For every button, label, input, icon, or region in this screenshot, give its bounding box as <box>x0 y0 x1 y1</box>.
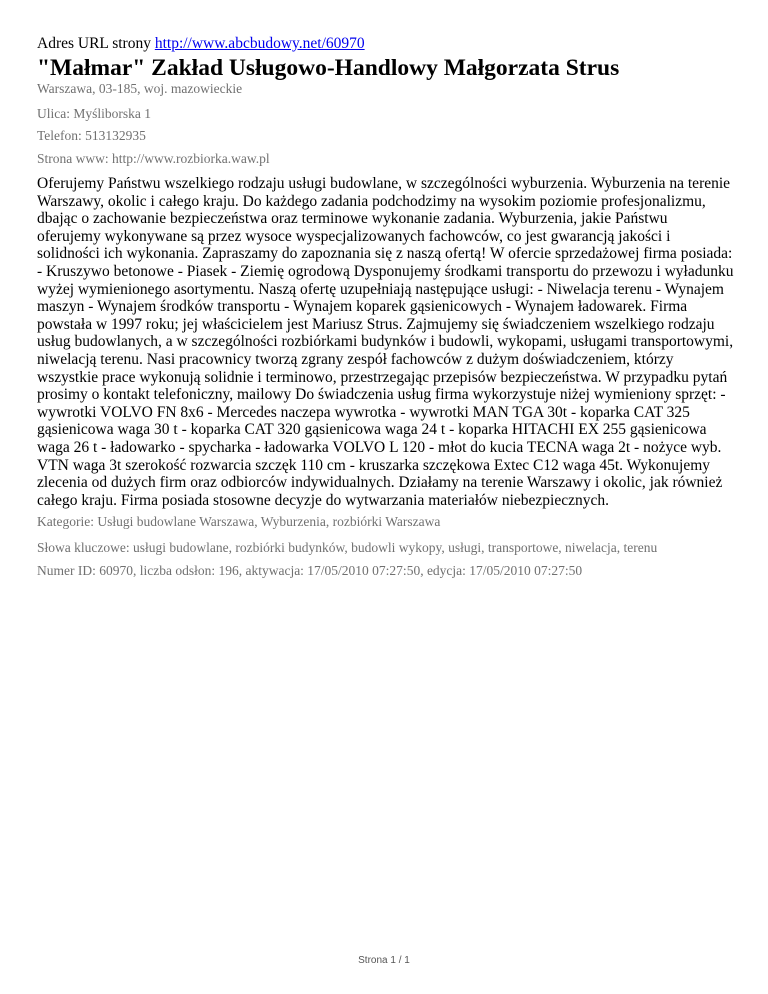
company-street: Ulica: Myśliborska 1 <box>37 106 151 121</box>
company-description: Oferujemy Państwu wszelkiego rodzaju usługi budowlane, w szczególności wyburzenia. Wyburzenia na terenie Warszawy, okolic i całego kraju. Do każdego zadania podchodzimy na wysokim poziomie profesjonalizmu, dbając o zachowanie bezpieczeństwa oraz terminowe wykonanie zadania. Wyburzenia, jakie Państwu oferujemy wykonywane są przez wysoce wyspecjalizowanych fachowców, co jest gwarancją jakości i solidności ich wykonania. Zapraszamy do zapoznania się z naszą ofertą! W ofercie sprzedażowej firma posiada: - Kruszywo betonowe - Piasek - Ziemię ogrodową Dysponujemy środkami transportu do przewozu i wyładunku wyżej wymienionego asortymentu. Naszą ofertę uzupełniają następujące usługi: - Niwelacja terenu - Wynajem maszyn - Wynajem środków transportu - Wynajem koparek gąsienicowych - Wynajem ładowarek. Firma powstała w 1997 roku; jej właścicielem jest Mariusz Strus. Zajmujemy się świadczeniem wszelkiego rodzaju usług budowlanych, a w szczególności rozbiórkami budynków i budowli, wykopami, usługami transportowymi, niwelacją terenu. Nasi pracownicy tworzą zgrany zespół fachowców z dużym doświadczeniem, którzy wszystkie prace wykonują solidnie i terminowo, przestrzegając przepisów bezpieczeństwa. W przypadku pytań prosimy o kontakt telefoniczny, mailowy Do świadczenia usług firma wykorzystuje niżej wymieniony sprzęt: - wywrotki VOLVO FN 8x6 - Mercedes naczepa wywrotka - wywrotki MAN TGA 30t - koparka CAT 325 gąsienicowa waga 30 t - koparka CAT 320 gąsienicowa waga 24 t - koparka HITACHI EX 255 gąsienicowa waga 26 t - ładowarko - spycharka - ładowarka VOLVO L 120 - młot do kucia TECNA waga 2t - nożyce wyb. VTN waga 3t szerokość rozwarcia szczęk 110 cm - kruszarka szczękowa Extec C12 waga 45t. Wykonujemy zlecenia od dużych firm oraz odbiorców indywidualnych. Działamy na terenie Warszawy i okolic, jak również całego kraju. Firma posiada stosowne decyzje do wytwarzania materiałów niebezpiecznych. <box>37 175 734 509</box>
page-number-footer: Strona 1 / 1 <box>358 955 410 966</box>
url-prefix-label: Adres URL strony <box>37 35 151 52</box>
keywords-line: Słowa kluczowe: usługi budowlane, rozbiórki budynków, budowli wykopy, usługi, transportowe, niwelacja, terenu <box>37 540 658 555</box>
page-url-link[interactable]: http://www.abcbudowy.net/60970 <box>154 35 365 52</box>
company-title: "Małmar" Zakład Usługowo-Handlowy Małgorzata Strus <box>37 55 620 81</box>
company-phone: Telefon: 513132935 <box>37 128 146 143</box>
company-address: Warszawa, 03-185, woj. mazowieckie <box>37 81 243 96</box>
record-info-line: Numer ID: 60970, liczba odsłon: 196, aktywacja: 17/05/2010 07:27:50, edycja: 17/05/2010 07:27:50 <box>37 563 583 578</box>
company-website: Strona www: http://www.rozbiorka.waw.pl <box>37 151 270 166</box>
categories-line: Kategorie: Usługi budowlane Warszawa, Wyburzenia, rozbiórki Warszawa <box>37 514 441 529</box>
page-url-line <box>37 35 365 53</box>
